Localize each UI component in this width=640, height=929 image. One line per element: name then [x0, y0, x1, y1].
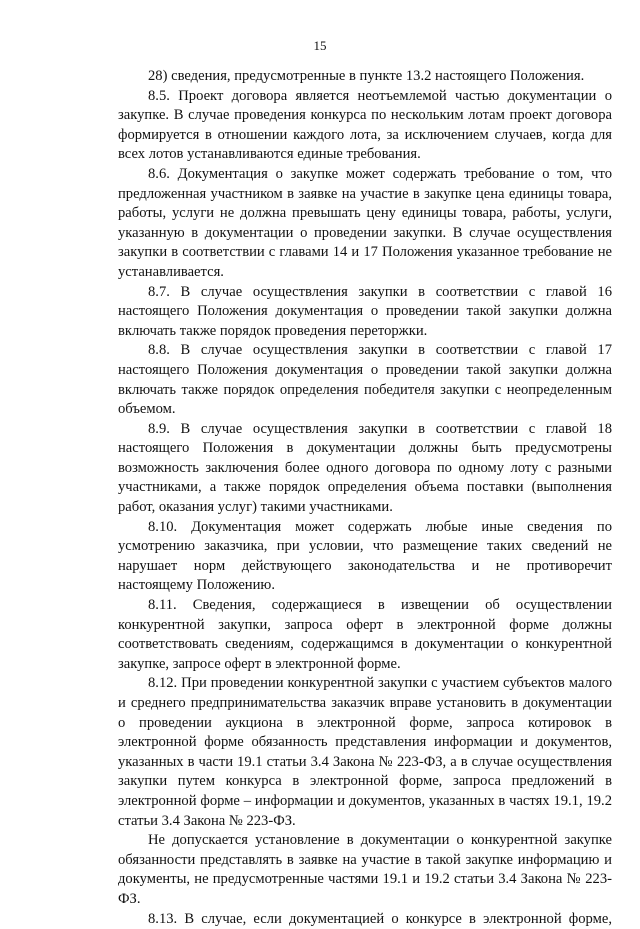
paragraph-item-28: 28) сведения, предусмотренные в пункте 13.2 настоящего Положения. — [148, 68, 585, 84]
paragraph-8-6: 8.6. Документация о закупке может содержать требование о том, что предложенная участником в заявке на участие в закупке цена единицы товара, работы, услуги не должна превышать цену единицы товара, работы, услуги, указанную в документации о проведении закупки. В случае осуществления закупки в соответствии с главами 14 и 17 Положения указанное требование не устанавливается. — [118, 165, 612, 280]
paragraph-8-10: 8.10. Документация может содержать любые иные сведения по усмотрению заказчика, при условии, что размещение таких сведений не нарушает норм действующего законодательства и не противоречит настоящему Положению. — [118, 518, 612, 594]
paragraph-8-13: 8.13. В случае, если документацией о конкурсе в электронной форме, — [148, 910, 612, 927]
paragraph-8-12-restriction: Не допускается установление в документации о конкурентной закупке обязанности представлять в заявке на участие в такой закупке информацию и документы, не предусмотренные частями 19.1 и 19.2 статьи 3.4 Закона № 223-ФЗ. — [118, 832, 612, 907]
paragraph-8-8: 8.8. В случае осуществления закупки в соответствии с главой 17 настоящего Положения документация о проведении такой закупки должна включать также порядок определения победителя закупки с неопределенным объемом. — [118, 342, 612, 418]
paragraph-8-7: 8.7. В случае осуществления закупки в соответствии с главой 16 настоящего Положения документация о проведении такой закупки должна включать также порядок проведения переторжки. — [118, 283, 612, 339]
paragraph-8-9: 8.9. В случае осуществления закупки в соответствии с главой 18 настоящего Положения в документации должны быть предусмотрены возможность заключения более одного договора по одному лоту с разными участниками, а также порядок определения объема поставки (выполнения работ, оказания услуг) такими участниками. — [118, 420, 612, 516]
paragraph-8-11: 8.11. Сведения, содержащиеся в извещении об осуществлении конкурентной закупки, запроса оферт в электронной форме должны соответствовать сведениям, содержащимся в документации о конкурентной закупке, запросе оферт в электронной форме. — [118, 597, 612, 672]
paragraph-8-5: 8.5. Проект договора является неотъемлемой частью документации о закупке. В случае проведения конкурса по нескольким лотам проект договора формируется в отношении каждого лота, за исключением случаев, когда для всех лотов устанавливаются единые требования. — [118, 87, 612, 163]
page-number: 15 — [313, 38, 327, 53]
paragraph-8-12: 8.12. При проведении конкурентной закупки с участием субъектов малого и среднего предпринимательства заказчик вправе установить в документации о проведении аукциона в электронной форме, запроса котировок в электронной форме обязанность представления информации и документов, указанных в части 19.1 статьи 3.4 Закона № 223-ФЗ, а в случае осуществления закупки путем конкурса в электронной форме, запроса предложений в электронной форме – информации и документов, указанных в частях 19.1, 19.2 статьи 3.4 Закона № 223-ФЗ. — [118, 675, 612, 829]
document-body — [118, 67, 612, 929]
